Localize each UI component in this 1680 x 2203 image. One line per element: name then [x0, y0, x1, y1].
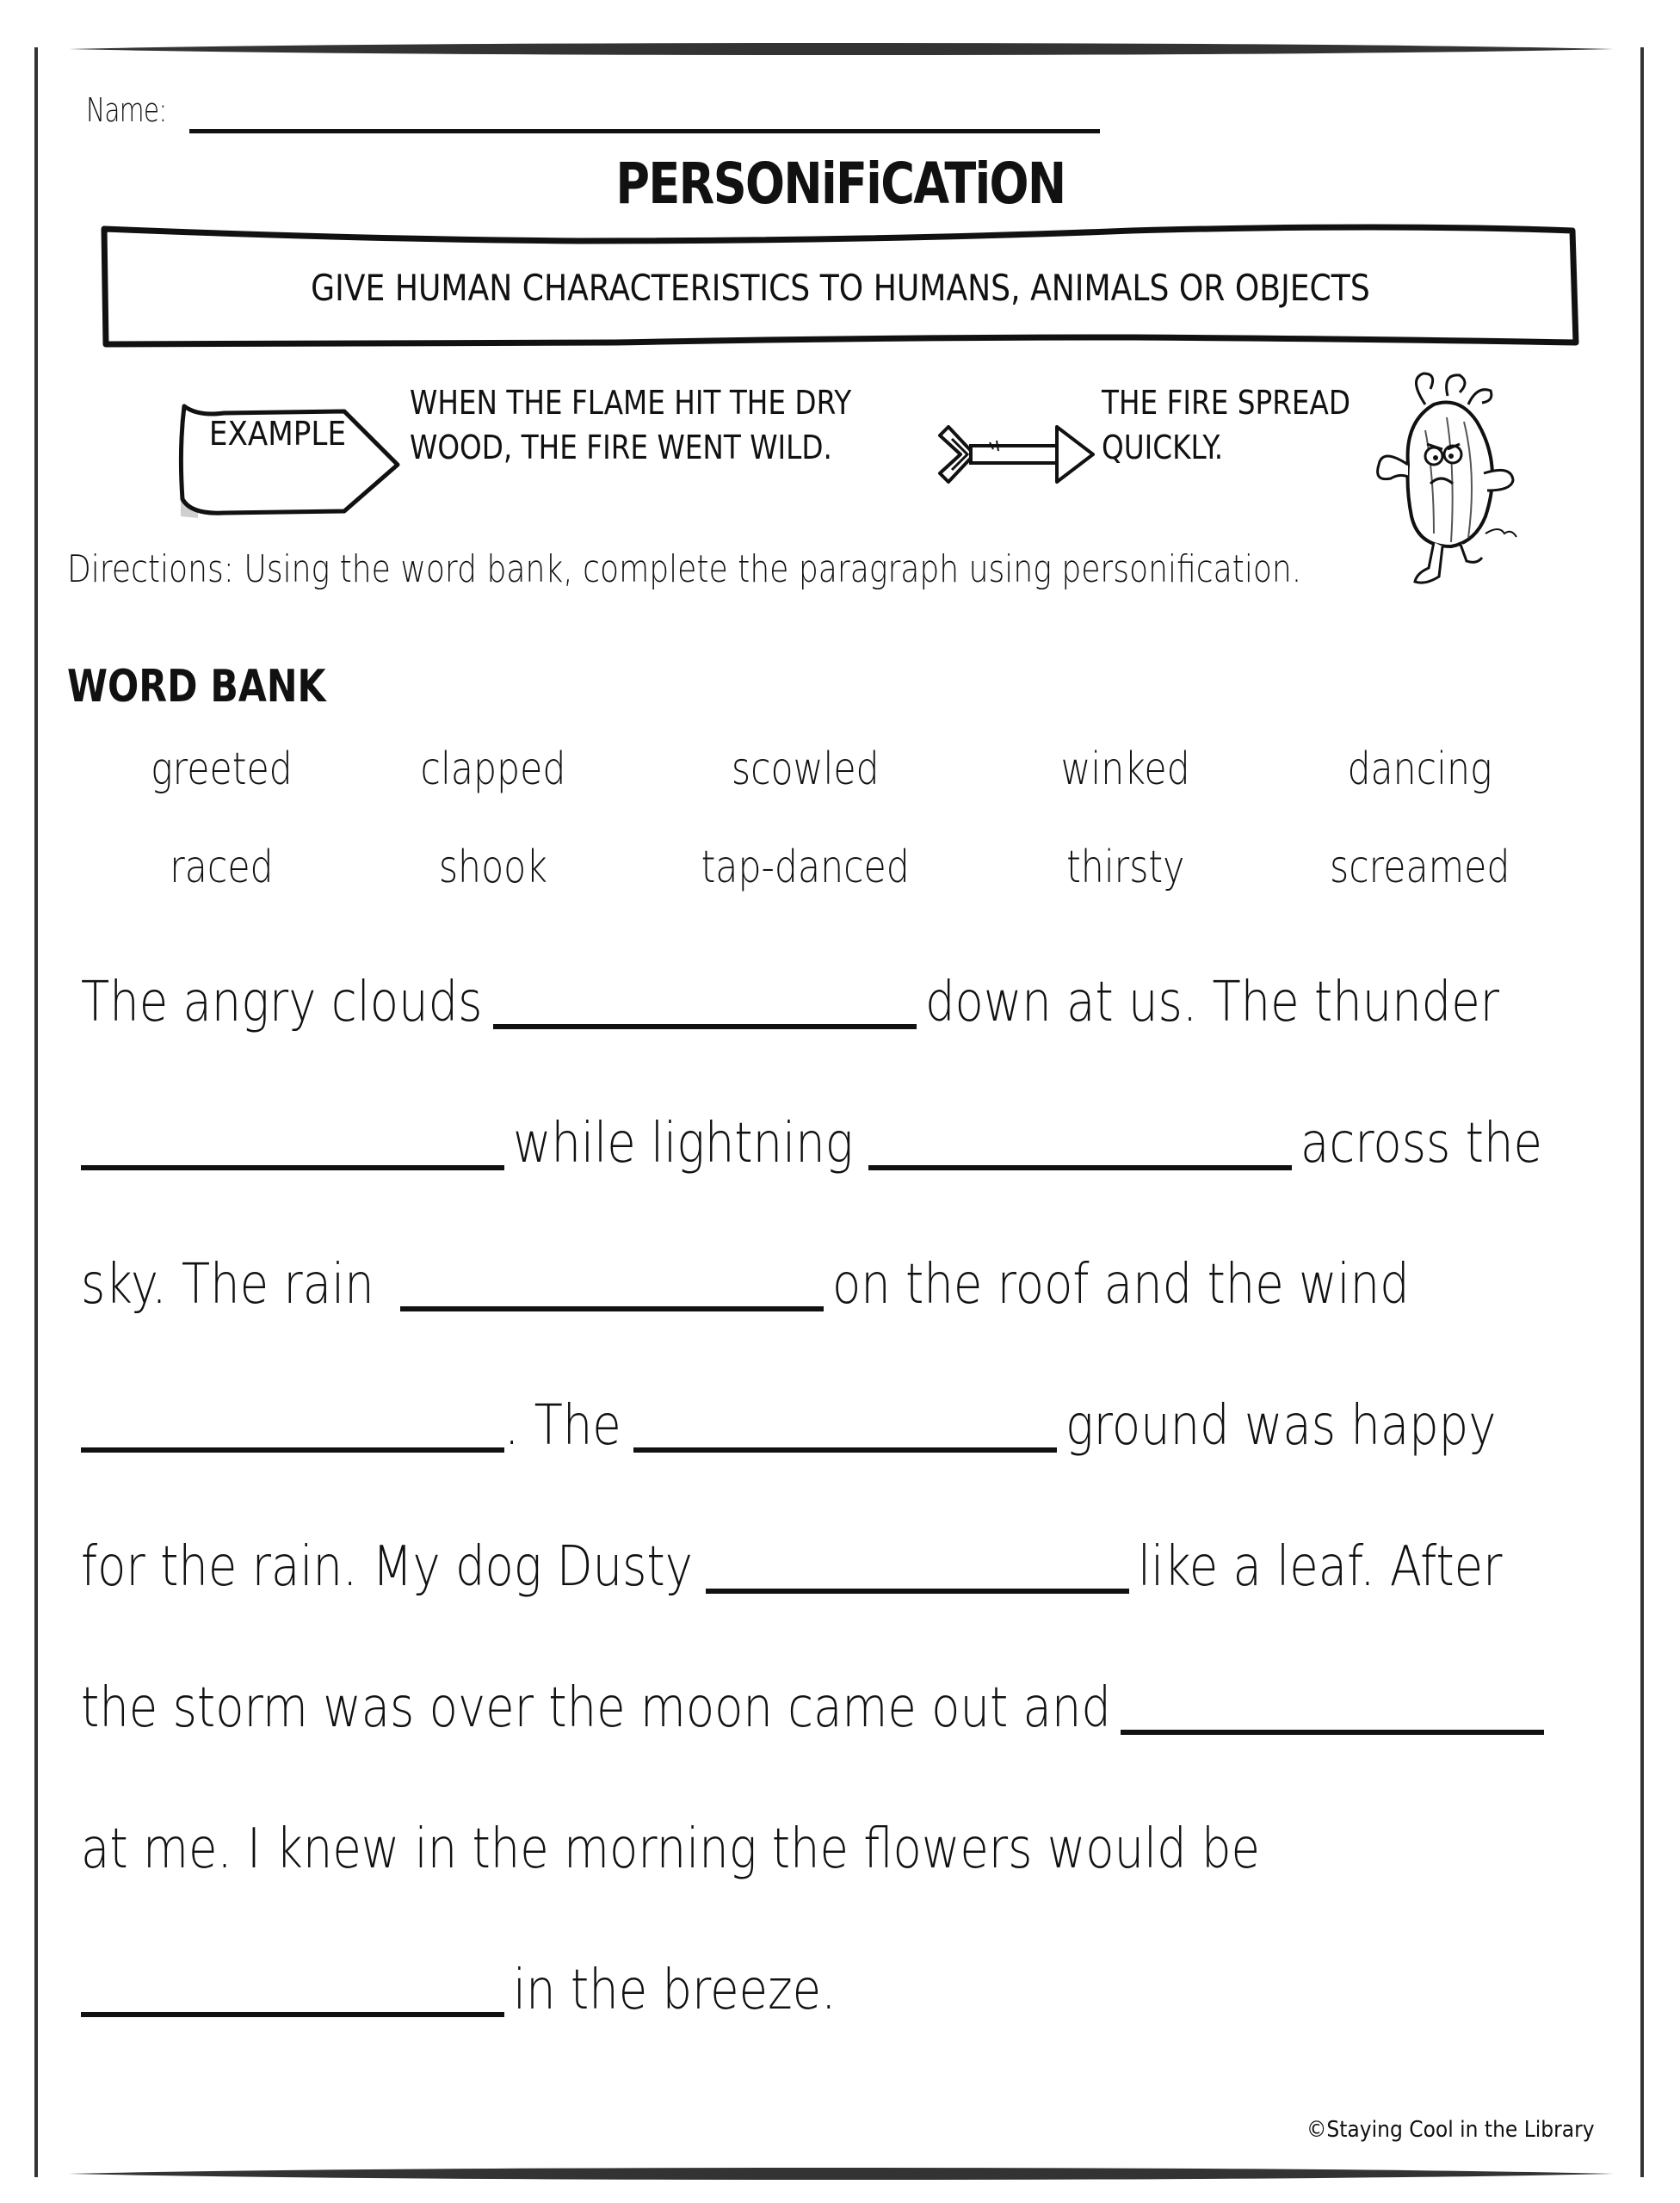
paragraph-text: The angry clouds [81, 971, 483, 1034]
answer-blank-7[interactable] [706, 1589, 1129, 1594]
paragraph-line-3 [81, 1239, 1511, 1317]
paragraph-line-2 [81, 1098, 1585, 1176]
directions-text-content: Directions: Using the word bank, complete the paragraph using personification. [67, 547, 1302, 591]
example-meaning [1102, 380, 1391, 470]
word-bank-item [971, 842, 1281, 893]
paragraph-line-6 [81, 1663, 1553, 1740]
word-bank-item [66, 744, 376, 795]
definition-text-content: GIVE HUMAN CHARACTERISTICS TO HUMANS, ANIMALS OR OBJECTS [310, 267, 1370, 309]
paragraph-line-1 [81, 957, 1601, 1034]
top-decorative-bar [69, 43, 1614, 55]
word-bank-word: tap-danced [701, 842, 911, 893]
paragraph-text: ground was happy [1065, 1394, 1497, 1458]
word-bank-title-text: WORD BANK [67, 661, 326, 713]
word-bank-word: scowled [732, 744, 880, 795]
example-meaning-line-2: QUICKLY. [1102, 429, 1224, 466]
bottom-decorative-bar [69, 2168, 1614, 2180]
word-bank-item [651, 842, 960, 893]
word-bank-title [67, 661, 383, 713]
answer-blank-6[interactable] [633, 1447, 1057, 1453]
paragraph-text: the storm was over the moon came out and [81, 1676, 1111, 1740]
example-meaning-line-1: THE FIRE SPREAD [1102, 384, 1351, 422]
page-title-text: PERSONiFiCATiON [615, 151, 1065, 217]
example-sentence [410, 380, 923, 470]
paragraph-text: for the rain. My dog Dusty [81, 1535, 693, 1599]
example-sentence-line-2: WOOD, THE FIRE WENT WILD. [410, 429, 832, 466]
page-title [0, 151, 1680, 217]
word-bank-word: raced [169, 842, 274, 893]
paragraph-line-7 [81, 1804, 1468, 1881]
paragraph-text: at me. I knew in the morning the flowers would be [81, 1817, 1260, 1881]
word-bank-item [971, 744, 1281, 795]
answer-blank-9[interactable] [81, 2012, 504, 2017]
answer-blank-2[interactable] [81, 1165, 504, 1170]
definition-text [99, 267, 1581, 309]
paragraph-text: in the breeze. [513, 1959, 837, 2022]
paragraph-text: down at us. The thunder [924, 971, 1499, 1034]
paragraph-line-4 [81, 1380, 1572, 1458]
copyright-text: ©Staying Cool in the Library [1306, 2117, 1595, 2143]
word-bank-item [338, 744, 648, 795]
word-bank-word: shook [438, 842, 548, 893]
answer-blank-3[interactable] [868, 1165, 1292, 1170]
paragraph-text: like a leaf. After [1138, 1535, 1503, 1599]
word-bank-word: winked [1060, 744, 1191, 795]
paragraph-text: while lightning [513, 1112, 854, 1176]
name-label: Name: [86, 91, 167, 129]
word-bank-word: screamed [1330, 842, 1510, 893]
word-bank-item [1265, 842, 1575, 893]
word-bank-word: greeted [150, 744, 293, 795]
word-bank-word: dancing [1347, 744, 1493, 795]
directions-text [67, 547, 1572, 591]
example-sentence-line-1: WHEN THE FLAME HIT THE DRY [410, 384, 852, 422]
name-input-line[interactable] [189, 129, 1100, 133]
answer-blank-8[interactable] [1121, 1730, 1544, 1735]
answer-blank-1[interactable] [493, 1024, 917, 1029]
word-bank-item [66, 842, 376, 893]
paragraph-line-8 [81, 1945, 893, 2022]
word-bank-word: thirsty [1066, 842, 1185, 893]
page-border-left [34, 47, 38, 2177]
word-bank-word: clapped [420, 744, 566, 795]
paragraph-text: across the [1300, 1112, 1543, 1176]
word-bank-item [338, 842, 648, 893]
example-tag-text: EXAMPLE [208, 415, 346, 453]
paragraph-text: on the roof and the wind [831, 1253, 1410, 1317]
paragraph-line-5 [81, 1521, 1567, 1599]
paragraph-text: sky. The rain [81, 1253, 374, 1317]
example-tag-label [191, 415, 363, 453]
paragraph-text: . The [504, 1394, 621, 1458]
answer-blank-4[interactable] [400, 1306, 824, 1311]
page-border-right [1640, 47, 1644, 2177]
word-bank-item [651, 744, 960, 795]
word-bank-item [1265, 744, 1575, 795]
copyright-footer [1306, 2117, 1627, 2143]
arrow-right-icon [936, 417, 1096, 492]
answer-blank-5[interactable] [81, 1447, 504, 1453]
